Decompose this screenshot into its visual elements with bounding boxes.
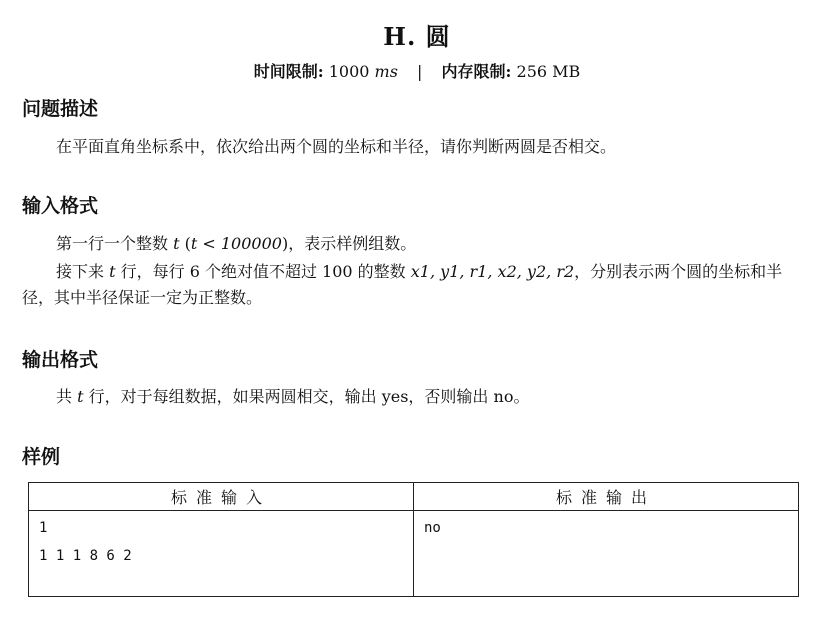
time-limit-value: 1000 <box>328 62 370 81</box>
input-line1-pre: 第一行一个整数 <box>56 234 174 253</box>
memory-limit-value: 256 MB <box>516 62 581 81</box>
standard-input-header: 标准输入 <box>29 483 414 511</box>
output-var: t <box>77 387 84 406</box>
sample-table-header <box>29 483 799 511</box>
input-line2-vars: x1, y1, r1, x2, y2, r2 <box>410 262 575 281</box>
input-line1-var: t <box>173 234 180 253</box>
output-format-heading: 输出格式 <box>22 349 99 371</box>
samples-heading: 样例 <box>22 446 61 468</box>
standard-output-header: 标准输出 <box>414 483 799 511</box>
sample-input: 1 1 1 1 8 6 2 <box>29 511 414 597</box>
time-limit-label: 时间限制: <box>253 62 324 81</box>
sample-table-row <box>29 511 799 597</box>
input-line2-post: ，分别表示两个圆的坐标和半径，其中半径保证一定为正整数。 <box>22 262 783 307</box>
input-format-line-1 <box>22 231 812 257</box>
input-format-heading: 输入格式 <box>22 195 99 217</box>
input-line2-mid: 行，每行 6 个绝对值不超过 100 的整数 <box>115 262 411 281</box>
input-line1-cond: t < 100000 <box>190 234 282 253</box>
time-limit-unit: ms <box>374 62 398 81</box>
sample-output: no <box>414 511 799 597</box>
input-line2-pre: 接下来 <box>56 262 110 281</box>
memory-limit-label: 内存限制: <box>441 62 512 81</box>
output-pre: 共 <box>56 387 78 406</box>
sample-table <box>28 482 799 597</box>
description-text: 在平面直角坐标系中，依次给出两个圆的坐标和半径，请你判断两圆是否相交。 <box>56 137 617 156</box>
input-line2-var: t <box>109 262 116 281</box>
input-line1-post: )，表示样例组数。 <box>281 234 417 253</box>
input-line1-paren: ( <box>179 234 191 253</box>
description-heading: 问题描述 <box>22 98 99 120</box>
problem-title: H. 圆 <box>383 22 451 51</box>
output-format-text <box>22 384 812 410</box>
output-post: 行，对于每组数据，如果两圆相交，输出 yes，否则输出 no。 <box>83 387 530 406</box>
problem-limits <box>0 59 834 82</box>
input-format-line-2 <box>22 259 812 311</box>
limits-separator: | <box>417 62 423 81</box>
